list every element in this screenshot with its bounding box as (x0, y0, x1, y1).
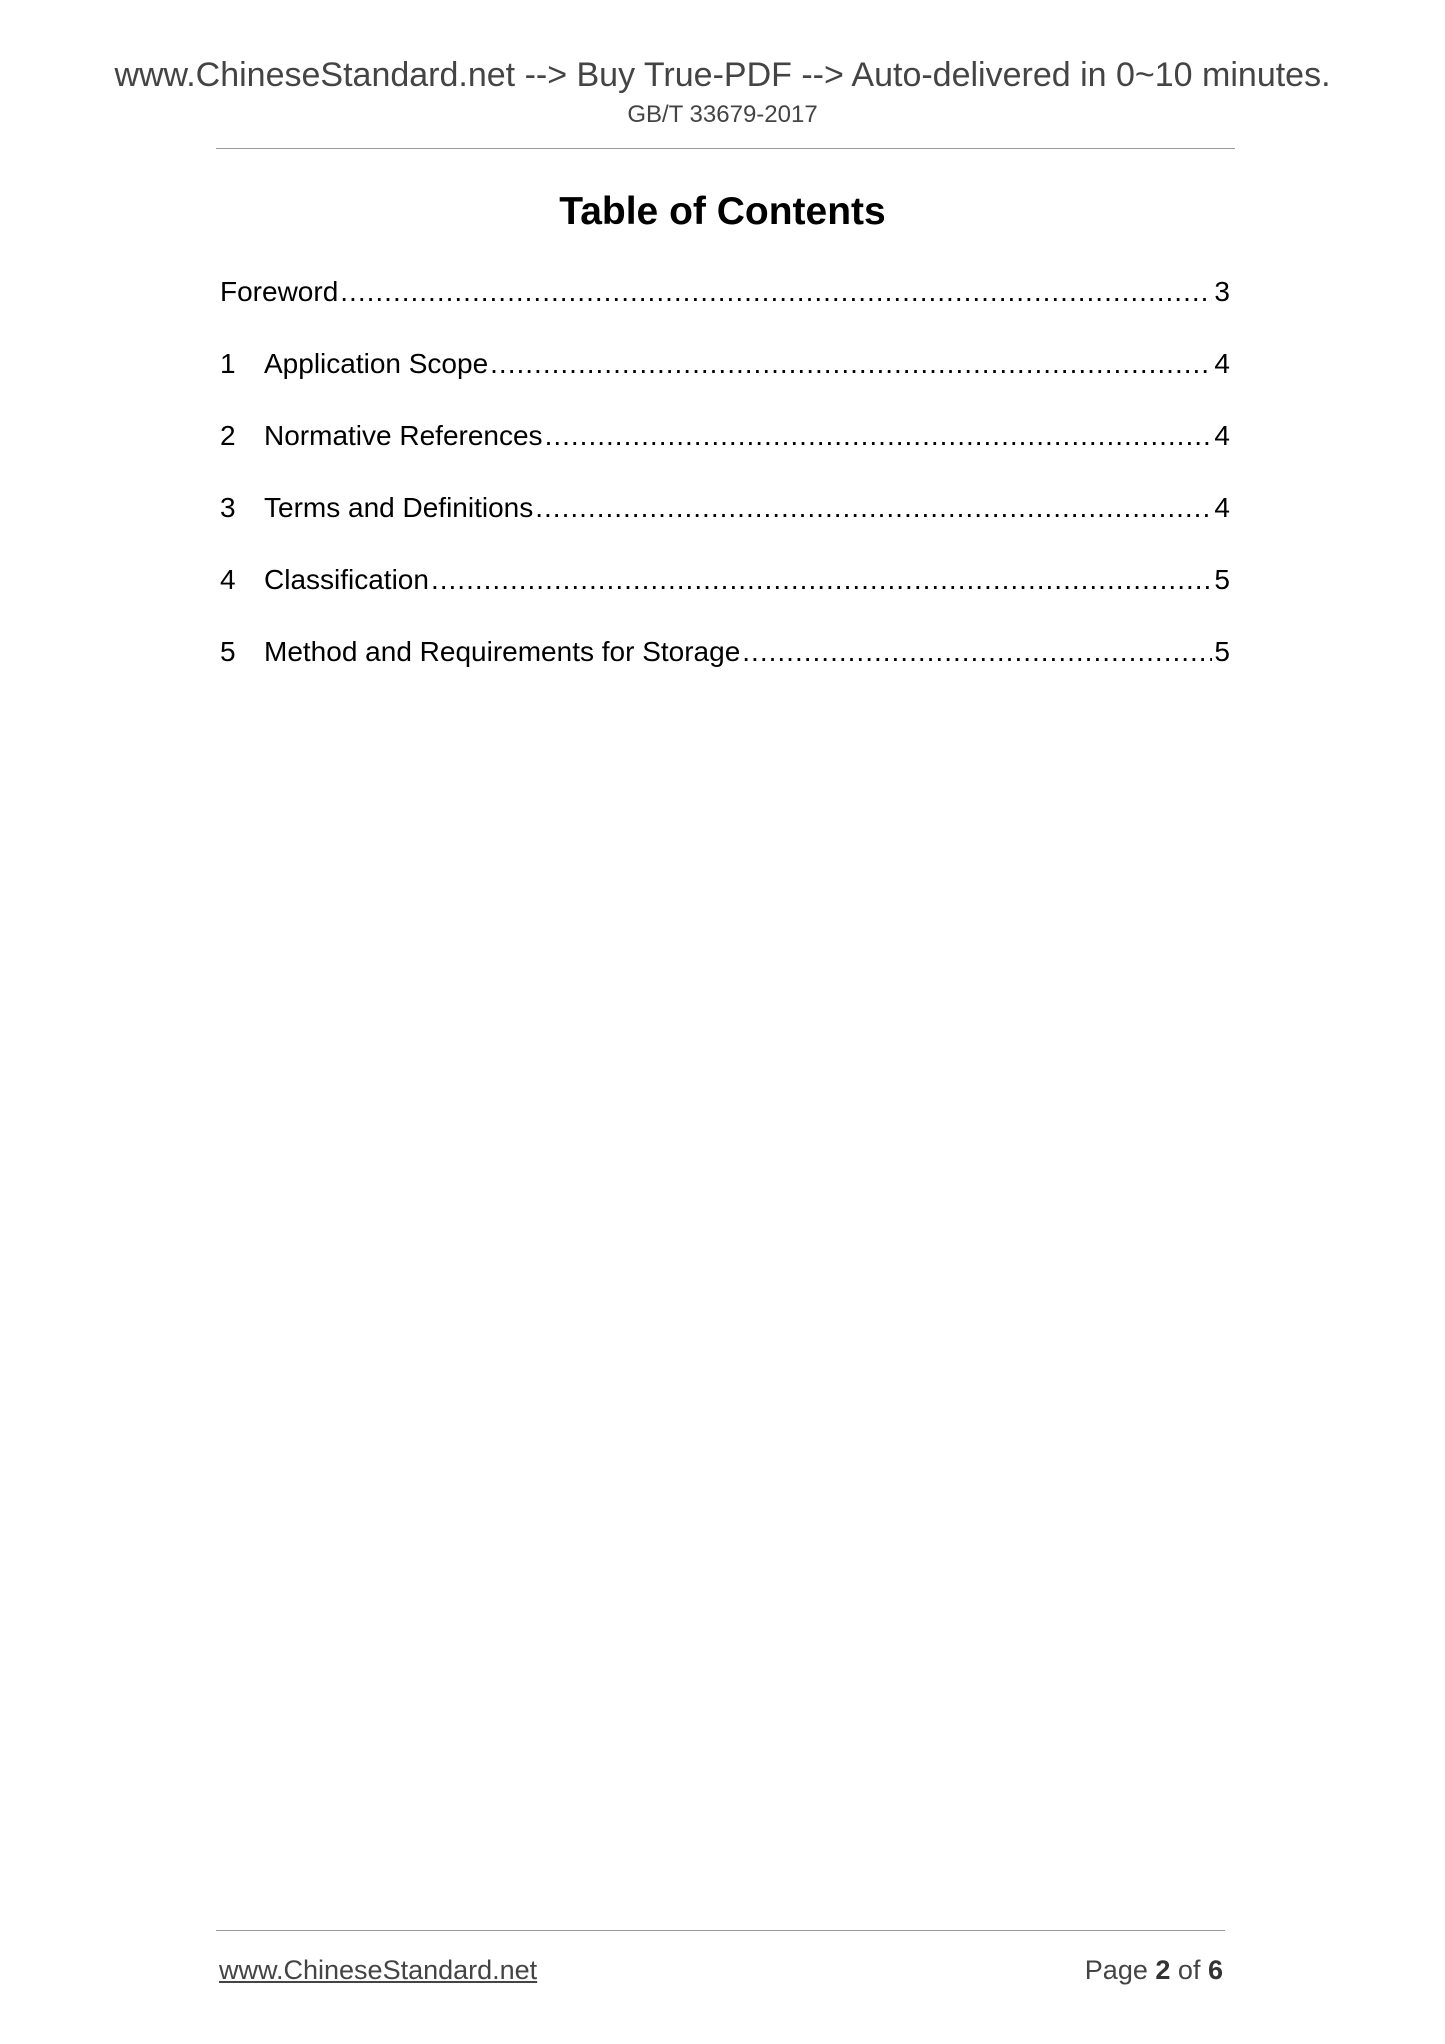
page-word: Page (1084, 1955, 1148, 1985)
toc-entry-number: 1 (220, 348, 236, 379)
current-page-number: 2 (1155, 1955, 1171, 1985)
total-pages-number: 6 (1207, 1955, 1223, 1985)
toc-entry-label: Classification (264, 564, 429, 595)
toc-dot-leader (545, 416, 1213, 456)
toc-list (220, 272, 1230, 704)
toc-dot-leader (340, 272, 1212, 312)
toc-entry-page: 5 (1214, 564, 1230, 595)
toc-entry-storage-method[interactable] (220, 632, 1230, 704)
toc-dot-leader (535, 488, 1212, 528)
toc-entry-terms-and-definitions[interactable] (220, 488, 1230, 560)
toc-entry-foreword[interactable] (220, 272, 1230, 344)
toc-entry-classification[interactable] (220, 560, 1230, 632)
toc-entry-page: 5 (1214, 636, 1230, 667)
toc-title: Table of Contents (559, 190, 886, 233)
toc-entry-label: Normative References (264, 420, 543, 451)
toc-entry-label: Application Scope (264, 348, 489, 379)
toc-entry-page: 4 (1214, 420, 1230, 451)
page-indicator (1085, 1955, 1223, 1986)
toc-entry-number: 5 (220, 636, 236, 667)
toc-dot-leader (431, 560, 1212, 600)
toc-entry-number: 4 (220, 564, 236, 595)
toc-entry-number: 2 (220, 420, 236, 451)
toc-dot-leader (490, 344, 1212, 384)
toc-entry-application-scope[interactable] (220, 344, 1230, 416)
toc-entry-normative-references[interactable] (220, 416, 1230, 488)
header-banner: www.ChineseStandard.net --> Buy True-PDF --> Auto-delivered in 0~10 minutes. (114, 56, 1331, 94)
toc-entry-page: 3 (1214, 276, 1230, 307)
toc-entry-page: 4 (1214, 348, 1230, 379)
toc-entry-number: 3 (220, 492, 236, 523)
toc-entry-label: Terms and Definitions (264, 492, 534, 523)
toc-dot-leader (742, 632, 1212, 672)
of-word: of (1177, 1955, 1201, 1985)
header-divider (216, 148, 1235, 149)
standard-code: GB/T 33679-2017 (627, 101, 818, 128)
footer-site-link[interactable]: www.ChineseStandard.net (219, 1955, 538, 1985)
toc-entry-label: Method and Requirements for Storage (264, 636, 741, 667)
toc-entry-page: 4 (1214, 492, 1230, 523)
footer-divider (216, 1930, 1225, 1931)
toc-entry-label: Foreword (220, 276, 339, 307)
